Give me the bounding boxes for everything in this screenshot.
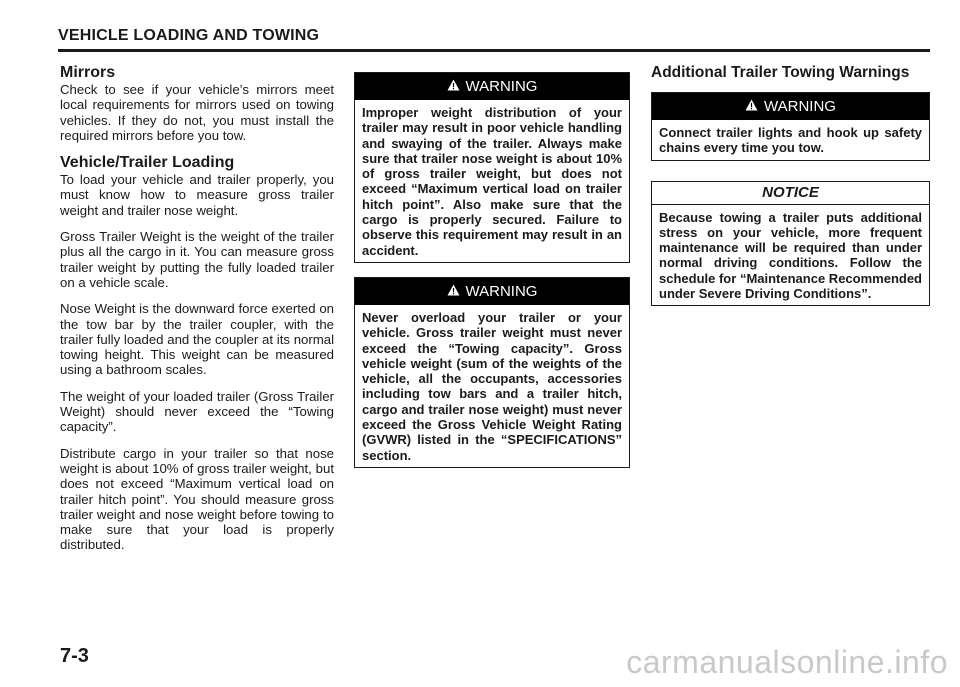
page-number: 7-3	[60, 645, 89, 667]
notice-header: NOTICE	[652, 182, 929, 205]
warning-label: WARNING	[764, 98, 836, 115]
warning-triangle-icon	[745, 93, 758, 120]
warning-box-trailer-lights	[651, 92, 930, 161]
warning-text: Never overload your trailer or your vehicle. Gross trailer weight must never exceed the “Towing capacity”. Gross vehicle weight (sum of the weights of the vehicle, all the occupants, accessories including tow bars and a trailer hitch, cargo and trailer nose weight) must never exceed the Gross Vehicle Weight Rating (GVWR) listed in the “SPECIFICATIONS” section.	[362, 309, 622, 463]
warning-box-header	[652, 93, 929, 120]
warning-text: Connect trailer lights and hook up safety chains every time you tow.	[659, 125, 922, 156]
notice-box	[651, 181, 930, 307]
warning-box-overload	[354, 277, 630, 468]
warning-box-header	[355, 73, 629, 100]
warning-label: WARNING	[465, 78, 538, 95]
warning-box-weight-distribution	[354, 72, 630, 263]
warning-triangle-icon	[447, 278, 460, 305]
mirrors-heading: Mirrors	[60, 64, 116, 81]
page-header-title: VEHICLE LOADING AND TOWING	[58, 27, 320, 44]
loading-paragraph-5: Distribute cargo in your trailer so that nose weight is about 10% of gross trailer weight, but does not exceed “Maximum vertical load on trailer hitch point”. You should measure gross trailer weight and nose weight before towing to make sure that your load is properly distributed.	[60, 445, 334, 553]
loading-paragraph-4: The weight of your loaded trailer (Gross Trailer Weight) should never exceed the “Towing capacity”.	[60, 388, 334, 435]
left-column	[60, 64, 334, 564]
header-rule	[58, 49, 930, 52]
middle-column	[354, 72, 630, 468]
right-column	[651, 64, 930, 306]
loading-paragraph-3: Nose Weight is the downward force exerted on the tow bar by the trailer coupler, with the trailer fully loaded and the coupler at its normal towing height. This weight can be measured using a bathroom scales.	[60, 301, 334, 378]
additional-warnings-heading: Additional Trailer Towing Warnings	[651, 64, 910, 81]
loading-heading: Vehicle/Trailer Loading	[60, 154, 235, 172]
mirrors-paragraph: Check to see if your vehicle’s mirrors meet local requirements for mirrors used on towing vehicles. If they do not, you must install the required mirrors before you tow.	[60, 82, 334, 143]
loading-paragraph-2: Gross Trailer Weight is the weight of the trailer plus all the cargo in it. You can measure gross trailer weight by putting the fully loaded trailer on a vehicle scale.	[60, 229, 334, 290]
warning-box-header	[355, 278, 629, 305]
loading-paragraph-1: To load your vehicle and trailer properly, you must know how to measure gross trailer weight and trailer nose weight.	[60, 172, 334, 218]
watermark: carmanualsonline.info	[626, 644, 948, 680]
notice-text: Because towing a trailer puts additional stress on your vehicle, more frequent maintenance will be required than under normal driving conditions. Follow the schedule for “Maintenance Recommended under Severe Driving Conditions”.	[659, 209, 922, 302]
warning-triangle-icon	[447, 73, 460, 100]
warning-text: Improper weight distribution of your trailer may result in poor vehicle handling and swaying of the trailer. Always make sure that trailer nose weight is about 10% of gross trailer weight, but does not exceed “Maximum vertical load on trailer hitch point”. Also make sure that the cargo is properly secured. Failure to observe this requirement may result in an accident.	[362, 105, 622, 258]
warning-label: WARNING	[465, 282, 538, 300]
